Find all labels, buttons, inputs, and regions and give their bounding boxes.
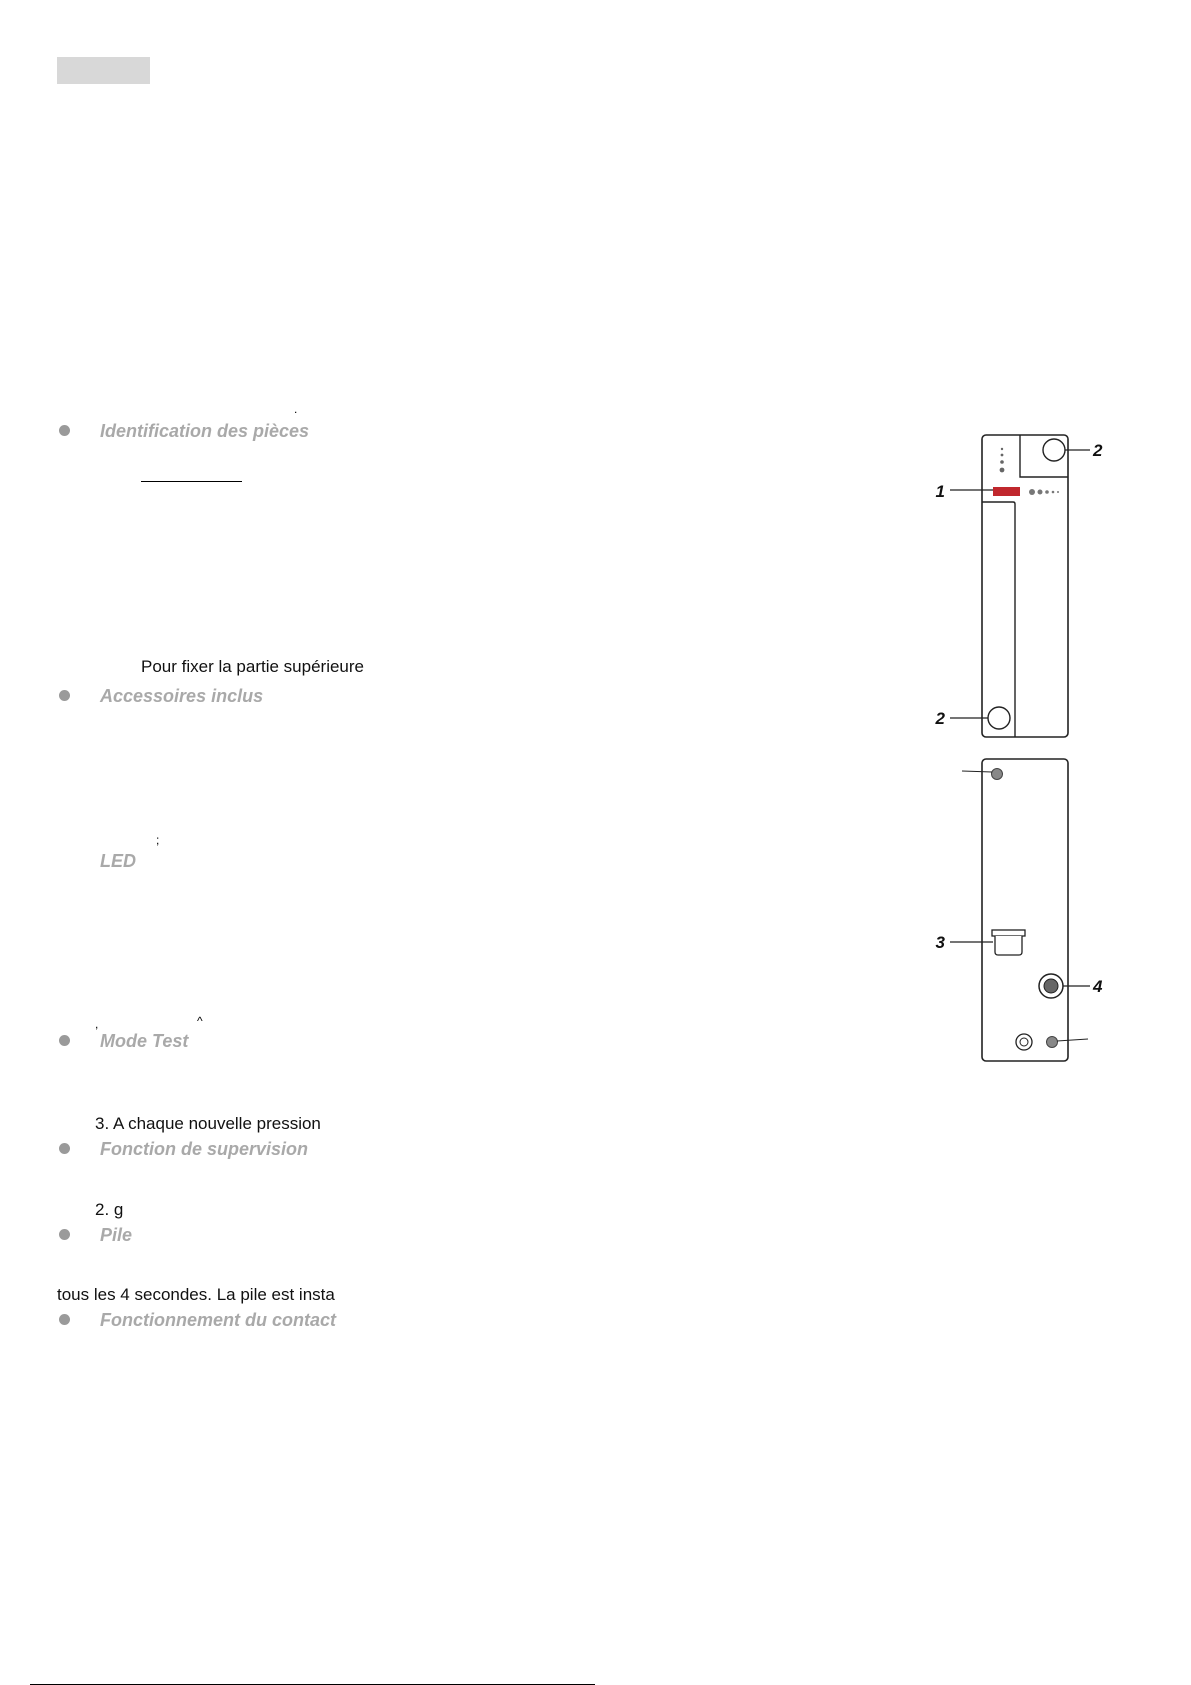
callout-label-3: 3 — [935, 933, 945, 952]
text-fragment: tous les 4 secondes. La pile est insta — [57, 1285, 335, 1304]
section-heading-contact: Fonctionnement du contact — [100, 1310, 336, 1330]
stray-mark: , — [95, 1017, 99, 1031]
device-front-view — [935, 435, 1103, 737]
text-fragment: 3. A chaque nouvelle pression — [95, 1114, 321, 1133]
dot-mark — [1029, 489, 1035, 495]
text-fragment-clipped — [95, 1114, 341, 1133]
text-fragment-clipped — [141, 657, 365, 676]
callout-label-1: 1 — [935, 482, 945, 501]
tamper-switch-top — [992, 930, 1025, 936]
device-body-front — [982, 435, 1068, 737]
device-body-back — [982, 759, 1068, 1061]
dot-mark — [1001, 454, 1004, 457]
text-fragment: 2. g — [95, 1200, 124, 1219]
bullet-icon — [59, 1035, 70, 1046]
bullet-icon — [59, 690, 70, 701]
section-heading-led: LED — [100, 851, 136, 871]
text-fragment-clipped — [57, 1285, 367, 1304]
fixing-hole — [1047, 1037, 1058, 1048]
bullet-icon — [59, 1143, 70, 1154]
section-heading-identification: Identification des pièces — [100, 421, 310, 441]
screw-hole-bottom — [988, 707, 1010, 729]
text-fragment: Pour fixer la partie supérieure — [141, 657, 365, 676]
underline-stub — [141, 481, 242, 482]
screw-center — [1020, 1038, 1028, 1046]
led-indicator — [993, 487, 1020, 496]
device-back-view — [936, 759, 1103, 1061]
section-heading-supervision: Fonction de supervision — [100, 1139, 309, 1159]
dot-mark — [1001, 448, 1003, 450]
callout-label-2b: 2 — [935, 709, 945, 728]
callout-label-2: 2 — [1093, 441, 1103, 460]
dot-mark — [1038, 490, 1043, 495]
stray-mark: . — [294, 402, 298, 416]
stray-mark: ; — [156, 833, 160, 847]
device-diagram — [920, 425, 1120, 1075]
stray-mark: ^ — [197, 1014, 203, 1028]
dot-mark — [1045, 490, 1049, 494]
dot-mark — [1057, 491, 1059, 493]
callout-label-4: 4 — [1093, 977, 1103, 996]
section-heading-mode-test: Mode Test — [100, 1031, 189, 1051]
section-heading-pile: Pile — [100, 1225, 133, 1245]
section-heading-accessoires: Accessoires inclus — [100, 686, 264, 706]
dot-mark — [1000, 460, 1004, 464]
tamper-switch-body — [995, 936, 1022, 955]
bullet-icon — [59, 1314, 70, 1325]
bullet-icon — [59, 1229, 70, 1240]
test-button-inner — [1044, 979, 1058, 993]
header-tab — [57, 57, 150, 84]
bullet-icon — [59, 425, 70, 436]
fixing-hole — [992, 769, 1003, 780]
dot-mark — [1052, 491, 1055, 494]
screw-hole-top — [1043, 439, 1065, 461]
text-fragment-clipped — [95, 1200, 155, 1219]
dot-mark — [1000, 468, 1005, 473]
